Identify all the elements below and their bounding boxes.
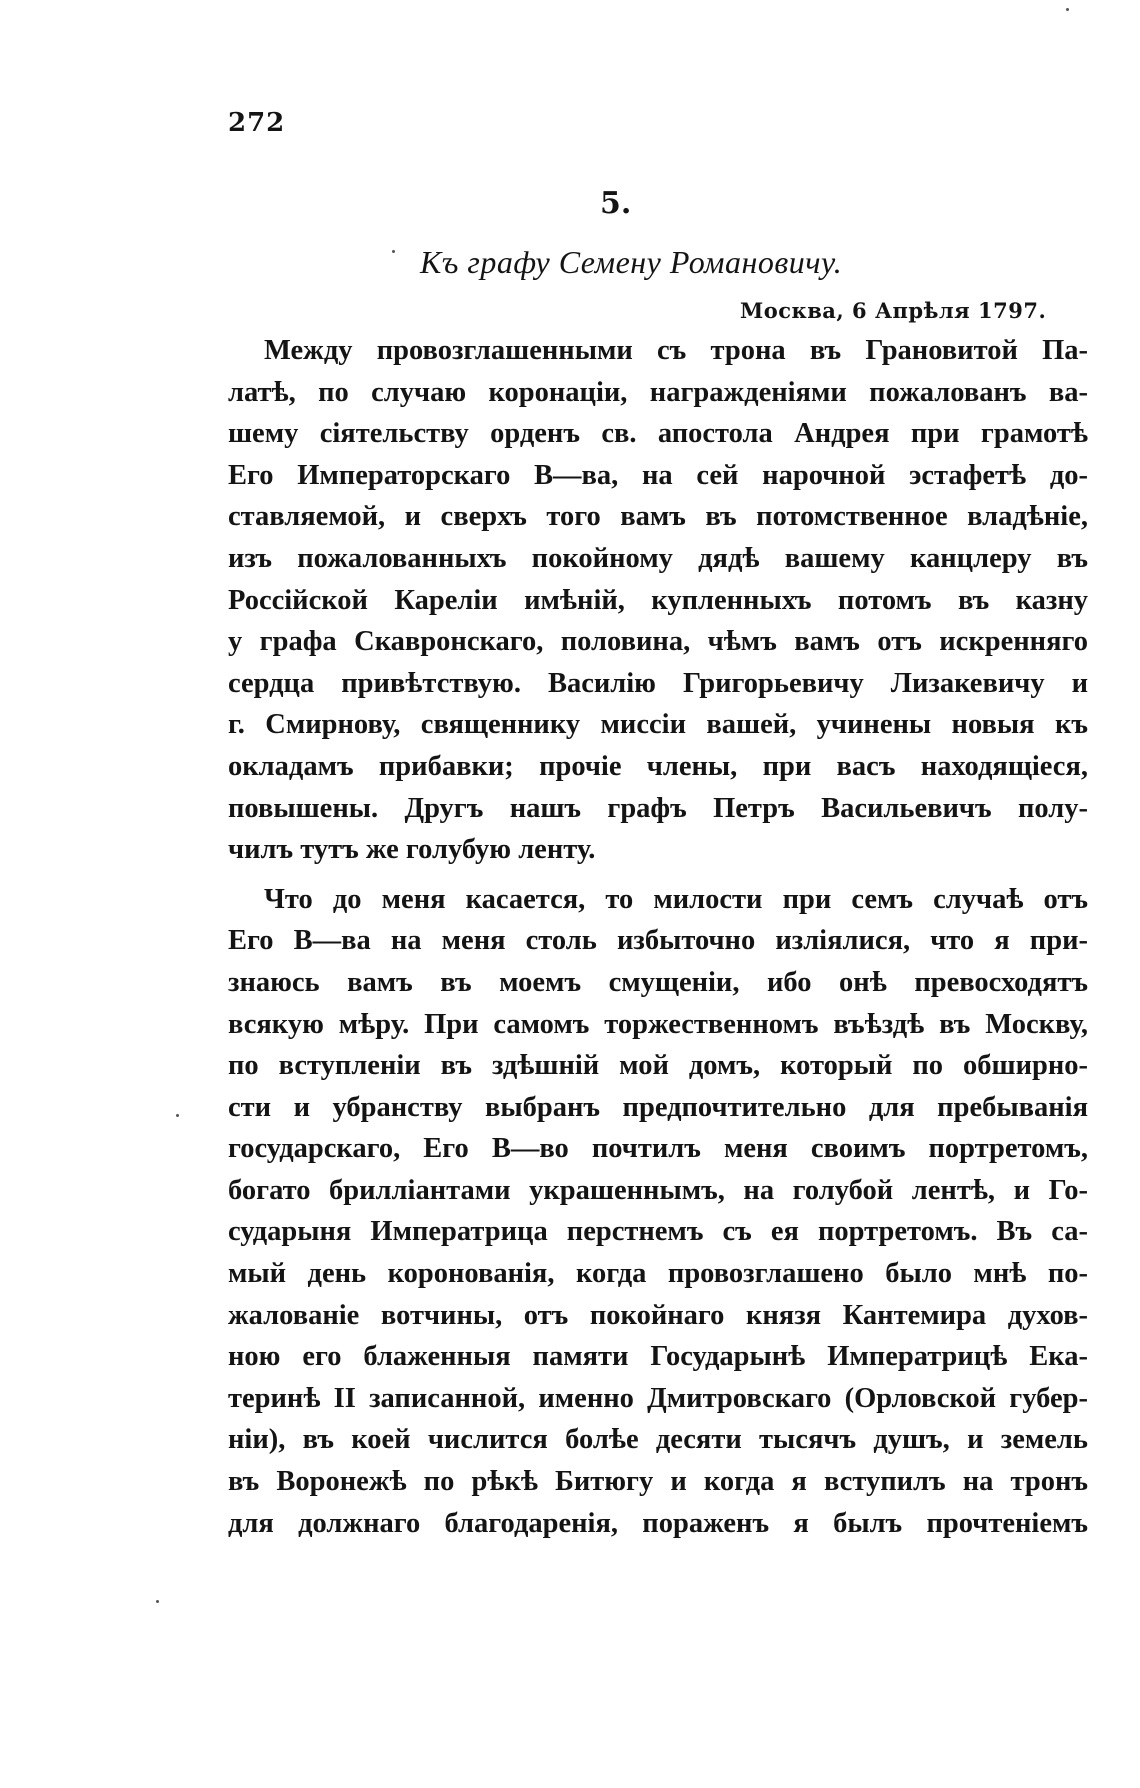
page-number: 272 bbox=[228, 108, 286, 138]
paragraph-1 bbox=[228, 330, 1088, 871]
text-line: Его Императорскаго В—ва, на сей нарочной эстафетѣ до- bbox=[228, 459, 1088, 491]
text-line: окладамъ прибавки; прочіе члены, при васъ находящіеся, bbox=[228, 750, 1088, 782]
text-line: ніи), въ коей числится болѣе десяти тысячъ душъ, и земель bbox=[228, 1424, 1088, 1456]
text-line: Россійской Кареліи имѣній, купленныхъ потомъ въ казну bbox=[228, 584, 1088, 616]
text-line: для должнаго благодаренія, пораженъ я былъ прочтеніемъ bbox=[228, 1507, 1088, 1539]
text-line: г. Смирнову, священнику миссіи вашей, учинены новыя къ bbox=[228, 709, 1088, 741]
scan-speck bbox=[392, 250, 395, 253]
text-line: жалованіе вотчины, отъ покойнаго князя Кантемира духов- bbox=[228, 1299, 1088, 1331]
text-line: Между провозглашенными съ трона въ Грановитой Па- bbox=[264, 335, 1088, 366]
scan-speck bbox=[156, 1600, 159, 1603]
text-line: мый день коронованія, когда провозглашено было мнѣ по- bbox=[228, 1258, 1088, 1290]
text-line: Что до меня касается, то милости при семъ случаѣ отъ bbox=[264, 883, 1088, 915]
text-line: знаюсь вамъ въ моемъ смущеніи, ибо онѣ превосходятъ bbox=[228, 966, 1088, 998]
text-line: Его В—ва на меня столь избыточно изліялися, что я при- bbox=[228, 925, 1088, 957]
text-line: чилъ тутъ же голубую ленту. bbox=[228, 834, 596, 866]
paragraph-gap bbox=[228, 871, 1088, 879]
letter-addressee: Къ графу Семену Романовичу. bbox=[420, 244, 843, 280]
text-line: ставляемой, и сверхъ того вамъ въ потомственное владѣніе, bbox=[228, 501, 1088, 533]
letter-dateline: Москва, 6 Апрѣля 1797. bbox=[740, 298, 1047, 323]
text-line: въ Воронежѣ по рѣкѣ Битюгу и когда я вступилъ на тронъ bbox=[228, 1466, 1088, 1498]
text-line: изъ пожалованныхъ покойному дядѣ вашему канцлеру въ bbox=[228, 542, 1088, 574]
text-line: теринѣ II записанной, именно Дмитровскаго (Орловской губер- bbox=[228, 1382, 1088, 1414]
scan-speck bbox=[1066, 8, 1069, 11]
text-line: шему сіятельству орденъ св. апостола Андрея при грамотѣ bbox=[228, 418, 1088, 450]
text-line: богато брилліантами украшеннымъ, на голубой лентѣ, и Го- bbox=[228, 1174, 1088, 1206]
text-line: повышены. Другъ нашъ графъ Петръ Васильевичъ полу- bbox=[228, 792, 1088, 824]
text-line: по вступленіи въ здѣшній мой домъ, который по обширно- bbox=[228, 1050, 1088, 1082]
text-line: латѣ, по случаю коронаціи, награжденіями пожалованъ ва- bbox=[228, 376, 1088, 408]
text-line: у графа Скавронскаго, половина, чѣмъ вамъ отъ искренняго bbox=[228, 626, 1088, 658]
text-line: сти и убранству выбранъ предпочтительно для пребыванія bbox=[228, 1091, 1088, 1123]
letter-number: 5. bbox=[600, 186, 632, 221]
text-line: ною его блаженныя памяти Государынѣ Императрицѣ Ека- bbox=[228, 1341, 1088, 1373]
text-line: сударыня Императрица перстнемъ съ ея портретомъ. Въ са- bbox=[228, 1216, 1088, 1248]
text-line: всякую мѣру. При самомъ торжественномъ въѣздѣ въ Москву, bbox=[228, 1008, 1088, 1040]
scan-speck bbox=[176, 1114, 179, 1117]
letter-body bbox=[228, 330, 1088, 1544]
text-line: государскаго, Его В—во почтилъ меня своимъ портретомъ, bbox=[228, 1133, 1088, 1165]
text-line: сердца привѣтствую. Василію Григорьевичу Лизакевичу и bbox=[228, 667, 1088, 699]
paragraph-2 bbox=[228, 879, 1088, 1545]
